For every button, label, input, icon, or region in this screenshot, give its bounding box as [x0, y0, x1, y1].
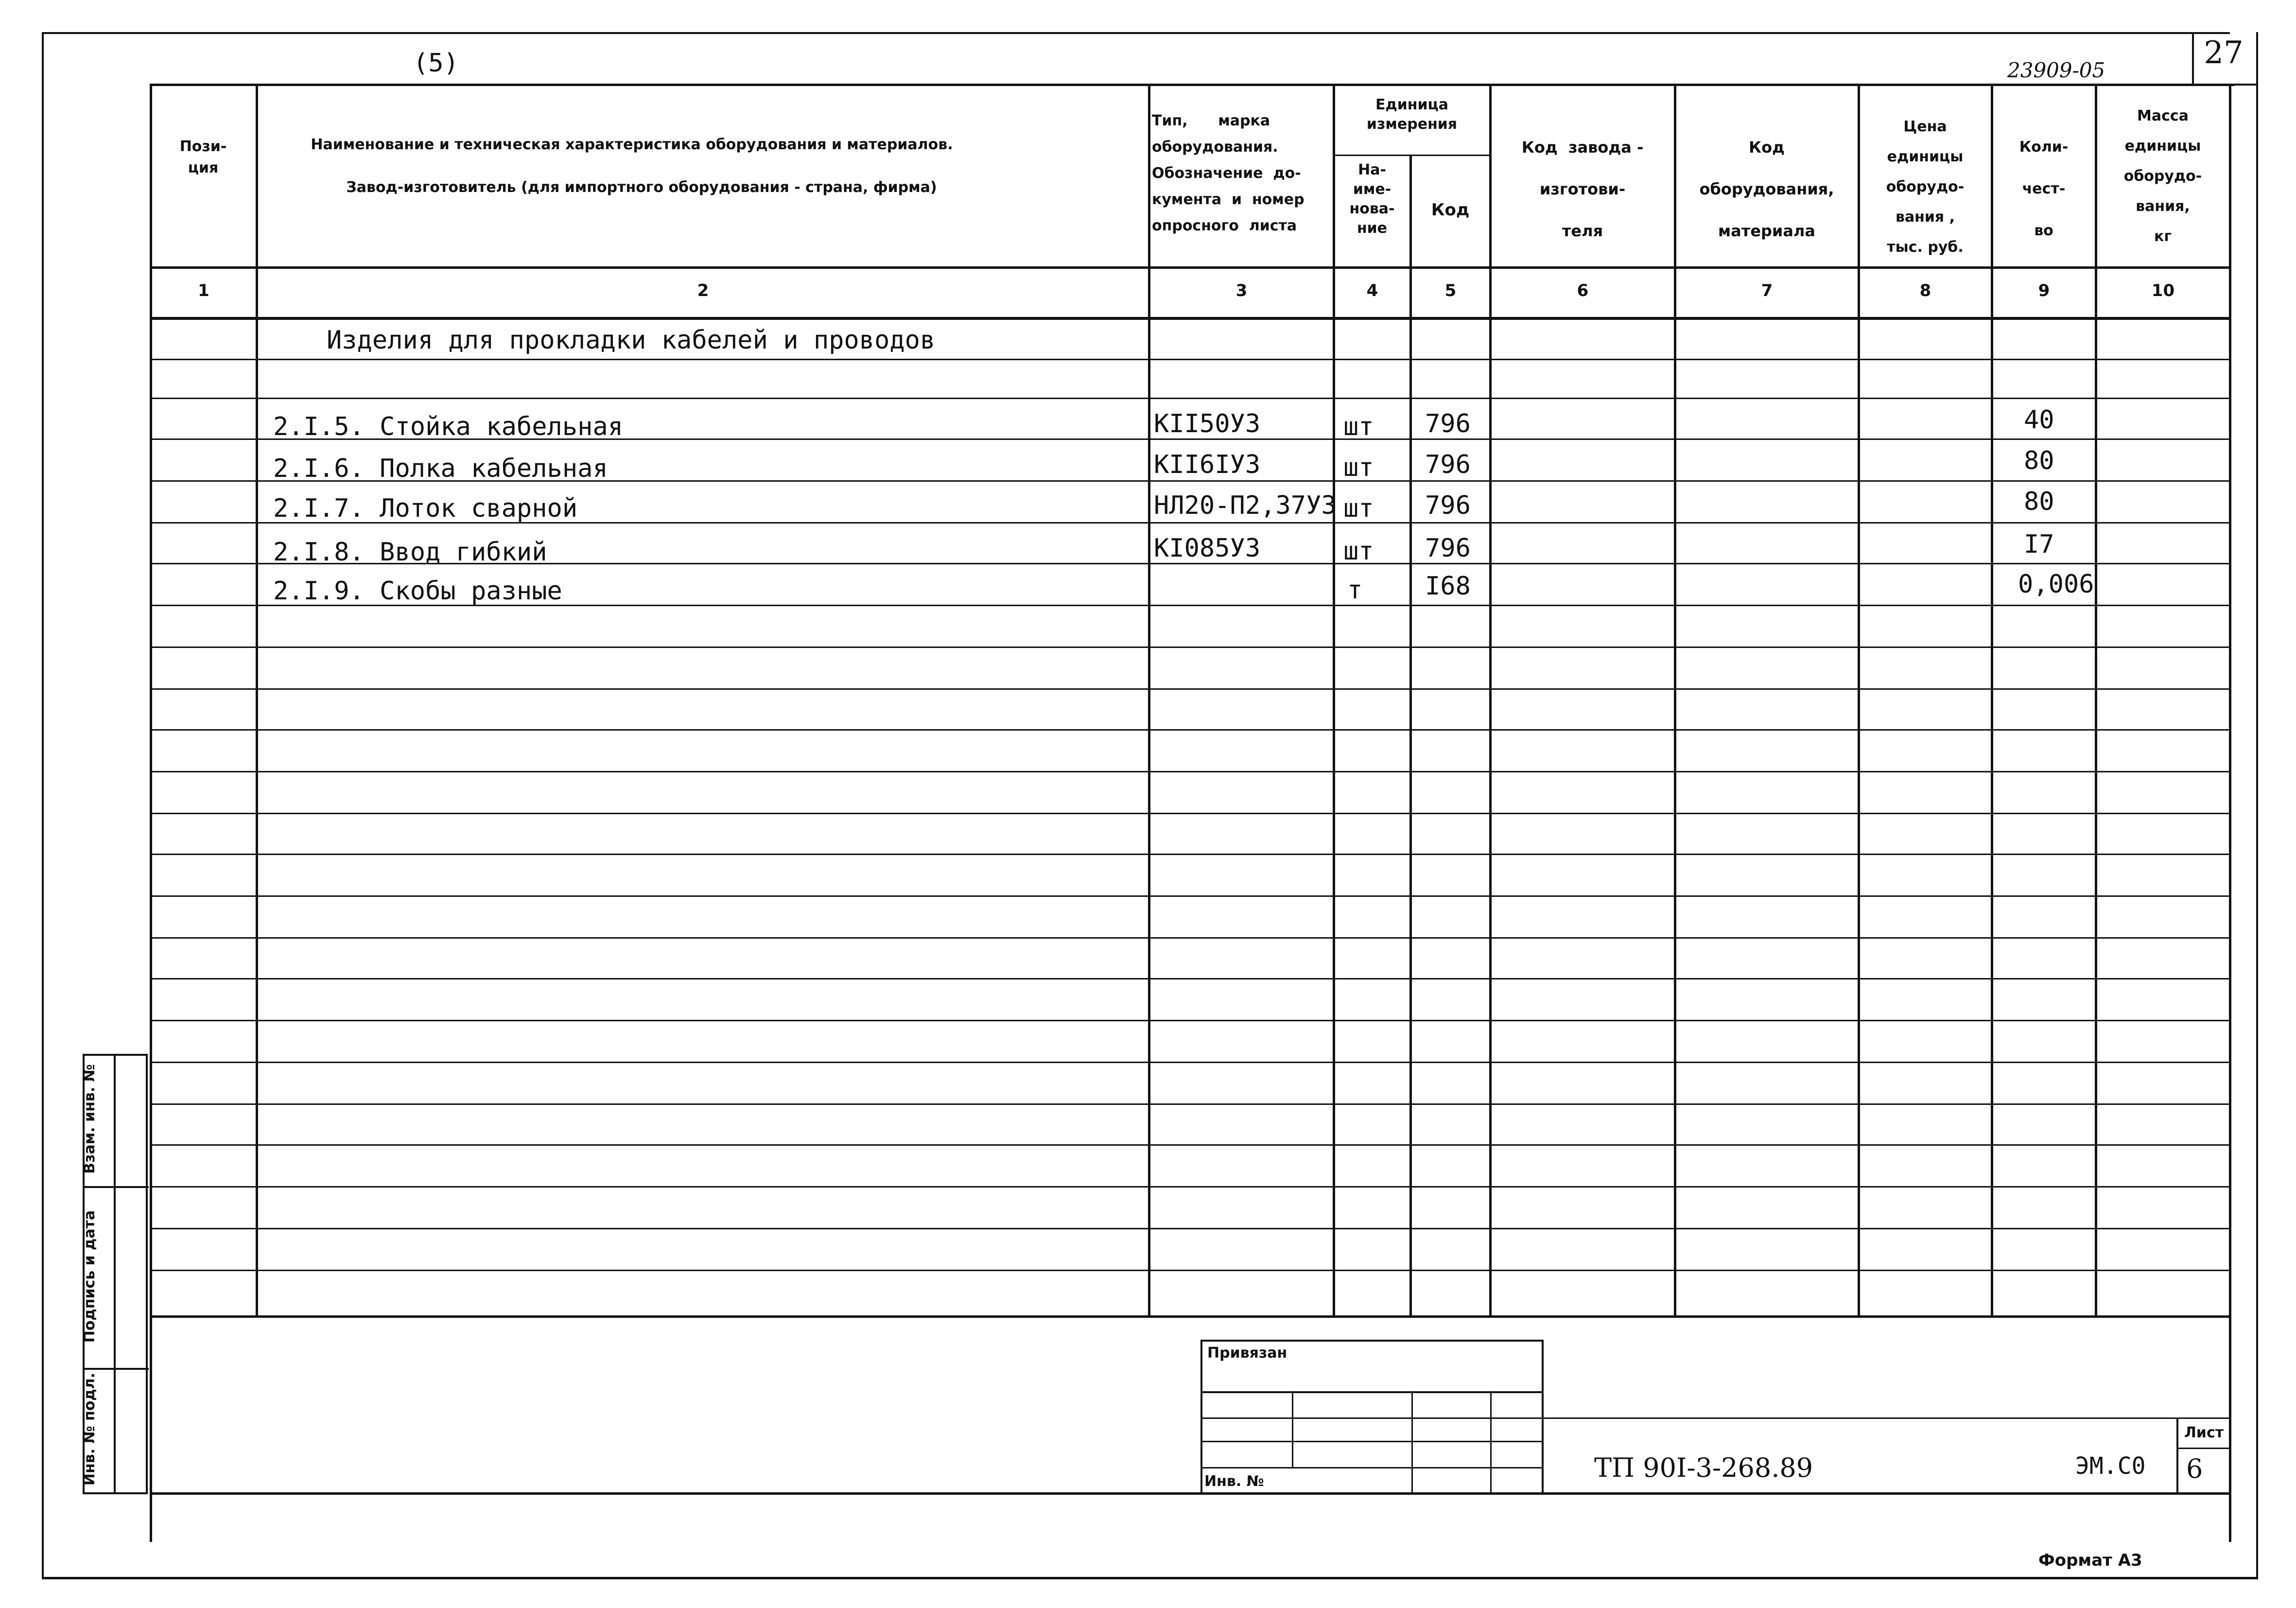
format-label: Формат А3	[2038, 1551, 2142, 1570]
row-code: I68	[1425, 572, 1471, 601]
row-unit: шт	[1343, 494, 1374, 523]
row-unit: т	[1347, 576, 1363, 605]
row-qty: I7	[2024, 530, 2054, 559]
row-qty: 40	[2024, 405, 2054, 435]
row-type: КII6IУ3	[1154, 450, 1261, 479]
row-type: КII50У3	[1154, 409, 1261, 438]
col-number: 5	[1444, 281, 1457, 300]
row-code: 796	[1425, 409, 1471, 438]
row-name: 2.I.7. Лоток сварной	[273, 494, 578, 523]
row-qty: 80	[2024, 487, 2054, 516]
numbers-row-bottom	[150, 317, 2231, 320]
privyazan-label: Привязан	[1207, 1345, 1287, 1362]
header-price: Цена единицы оборудо- вания , тыс. руб.	[1886, 118, 1965, 256]
outer-frame-left	[42, 32, 44, 1578]
header-name-line1: Наименование и техническая характеристика оборудования и материалов.	[311, 136, 953, 153]
table-bottom	[150, 1492, 2231, 1495]
side-stamp-vzam: Взам. инв. №	[81, 1064, 98, 1174]
header-factory-code: Код завода - изготови- теля	[1521, 138, 1644, 240]
list-label: Лист	[2184, 1424, 2224, 1441]
row-unit: шт	[1343, 412, 1374, 441]
rows-area-bottom	[150, 1315, 2231, 1318]
outer-frame-right	[2256, 32, 2258, 1579]
doc-mark: ЭМ.С0	[2075, 1452, 2146, 1480]
col-number: 9	[2038, 281, 2050, 300]
col-number: 4	[1366, 281, 1378, 300]
row-type: НЛ20-П2,37У3	[1154, 491, 1337, 520]
side-stamp-podpis: Подпись и дата	[81, 1210, 98, 1343]
header-equipment-code: Код оборудования, материала	[1699, 138, 1834, 240]
row-code: 796	[1425, 534, 1471, 563]
row-unit: шт	[1343, 453, 1374, 482]
row-unit: шт	[1343, 537, 1374, 566]
row-code: 796	[1425, 450, 1471, 479]
row-name: 2.I.8. Ввод гибкий	[273, 538, 547, 567]
row-code: 796	[1425, 491, 1471, 520]
header-mass: Масса единицы оборудо- вания, кг	[2123, 107, 2202, 245]
top-marker: (5)	[413, 49, 459, 78]
header-unit-group: Единица измерения	[1366, 96, 1458, 133]
col-number: 2	[697, 281, 709, 300]
row-name: 2.I.9. Скобы разные	[273, 577, 562, 606]
outer-frame-bottom	[42, 1577, 2258, 1579]
header-position: Пози- ция	[179, 138, 227, 176]
doc-code: ТП 90I-3-268.89	[1594, 1452, 1813, 1483]
row-qty: 0,006	[2018, 570, 2094, 599]
row-name: 2.I.6. Полка кабельная	[273, 454, 608, 483]
row-type: КI085У3	[1154, 534, 1261, 563]
header-quantity: Коли- чест- во	[2019, 139, 2069, 239]
list-value: 6	[2186, 1453, 2203, 1484]
header-unit-code: Код	[1431, 200, 1470, 220]
col-number: 8	[1919, 281, 1931, 300]
row-qty: 80	[2024, 446, 2054, 475]
col-number: 1	[198, 281, 209, 300]
doc-inventory-number: 23909-05	[2007, 58, 2105, 82]
privyazan-box	[1200, 1340, 1544, 1494]
header-type: Тип, марка оборудования. Обозначение до- кумента и номер опросного листа	[1152, 112, 1305, 234]
side-stamp-inv-podl: Инв. № подл.	[81, 1372, 98, 1486]
header-name-line2: Завод-изготовитель (для импортного оборудования - страна, фирма)	[346, 179, 937, 196]
col-number: 10	[2151, 281, 2175, 300]
col-number: 6	[1577, 281, 1589, 300]
row-name: 2.I.5. Стойка кабельная	[273, 412, 624, 441]
table-top	[150, 84, 2235, 86]
col-number: 7	[1761, 281, 1773, 300]
section-title: Изделия для прокладки кабелей и проводов	[327, 326, 936, 355]
col-number: 3	[1235, 281, 1248, 300]
header-unit-name: На- име- нова- ние	[1349, 161, 1395, 237]
outer-frame-top	[43, 32, 2230, 34]
page-number: 27	[2204, 35, 2244, 71]
inv-no-label: Инв. №	[1204, 1473, 1264, 1490]
header-bottom	[150, 266, 2231, 269]
